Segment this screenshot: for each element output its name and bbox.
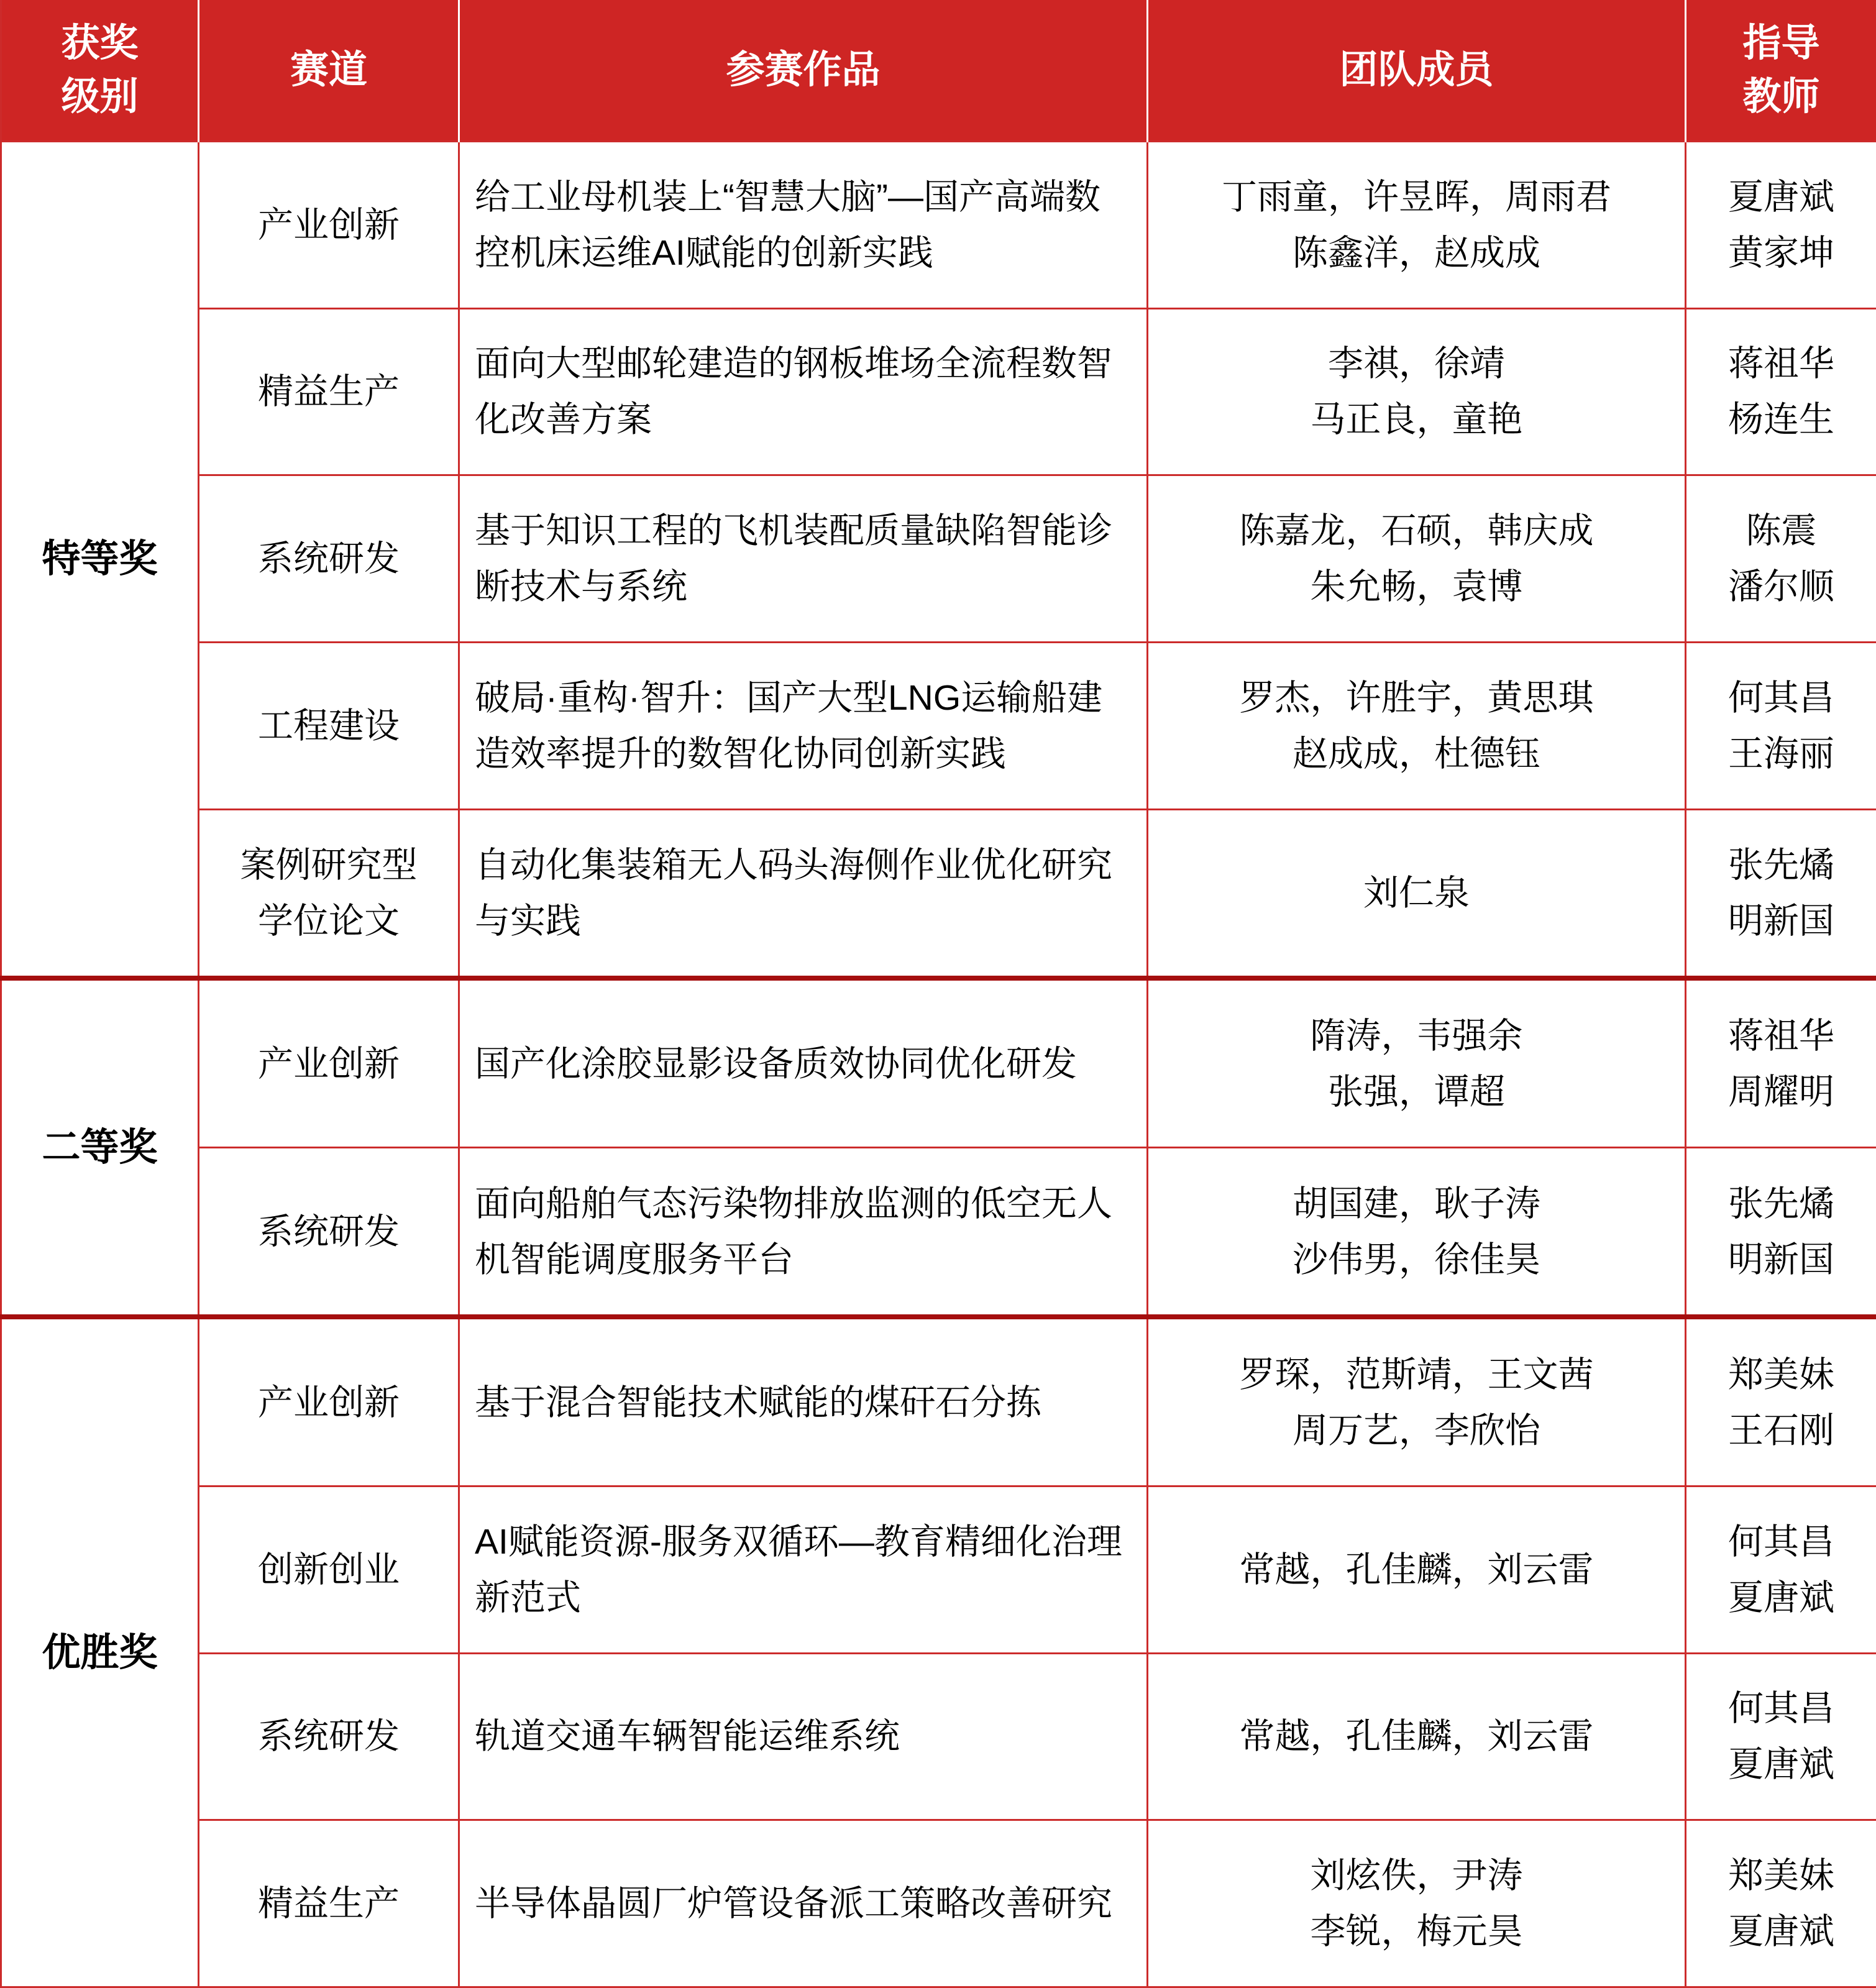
track-cell-line: 产业创新 bbox=[258, 1382, 400, 1422]
entry-work-cell: 面向船舶气态污染物排放监测的低空无人机智能调度服务平台 bbox=[459, 1148, 1148, 1317]
entry-work-cell: 国产化涂胶显影设备质效协同优化研发 bbox=[459, 978, 1148, 1147]
table-row bbox=[1, 308, 1876, 475]
column-header-line: 教师 bbox=[1742, 75, 1820, 118]
team-members-cell bbox=[1148, 1486, 1686, 1653]
table-row bbox=[1, 978, 1876, 1147]
table-row bbox=[1, 1317, 1876, 1486]
table-row bbox=[1, 642, 1876, 809]
advisors-cell-line: 郑美妹 bbox=[1728, 1856, 1834, 1896]
advisors-cell-line: 夏唐斌 bbox=[1728, 1744, 1834, 1785]
table-row bbox=[1, 1820, 1876, 1987]
team-members-cell-line: 陈嘉龙，石硕，韩庆成 bbox=[1239, 511, 1594, 551]
team-members-cell-line: 常越，孔佳麟，刘云雷 bbox=[1239, 1716, 1594, 1757]
table-row bbox=[1, 142, 1876, 309]
advisors-cell-line: 张先燏 bbox=[1728, 845, 1834, 886]
table-row bbox=[1, 1653, 1876, 1820]
team-members-cell-line: 沙伟男，徐佳昊 bbox=[1293, 1239, 1540, 1280]
track-cell-line: 产业创新 bbox=[258, 204, 400, 245]
track-cell-line: 产业创新 bbox=[258, 1043, 400, 1084]
advisors-cell bbox=[1686, 308, 1876, 475]
advisors-cell-line: 杨连生 bbox=[1728, 400, 1834, 440]
track-cell-line: 系统研发 bbox=[258, 539, 400, 579]
advisors-cell-line: 王海丽 bbox=[1728, 733, 1834, 774]
team-members-cell-line: 隋涛，韦强余 bbox=[1310, 1015, 1523, 1056]
team-members-cell-line: 周万艺，李欣怡 bbox=[1293, 1410, 1540, 1450]
table-row bbox=[1, 475, 1876, 643]
advisors-cell-line: 何其昌 bbox=[1728, 677, 1834, 718]
team-members-cell-line: 罗杰，许胜宇，黄思琪 bbox=[1239, 677, 1594, 718]
advisors-cell-line: 周耀明 bbox=[1728, 1071, 1834, 1112]
team-members-cell-line: 丁雨童，许昱晖，周雨君 bbox=[1222, 176, 1611, 217]
track-cell-line: 工程建设 bbox=[258, 705, 400, 746]
track-cell bbox=[199, 978, 459, 1147]
column-header-team-members bbox=[1148, 0, 1686, 142]
entry-work-cell: 基于混合智能技术赋能的煤矸石分拣 bbox=[459, 1317, 1148, 1486]
advisors-cell-line: 蒋祖华 bbox=[1728, 1015, 1834, 1056]
team-members-cell-line: 朱允畅，袁博 bbox=[1310, 567, 1523, 607]
track-cell-line: 系统研发 bbox=[258, 1716, 400, 1757]
track-cell bbox=[199, 475, 459, 643]
advisors-cell bbox=[1686, 978, 1876, 1147]
entry-work-cell: 自动化集装箱无人码头海侧作业优化研究与实践 bbox=[459, 809, 1148, 978]
column-header-line: 获奖 bbox=[61, 22, 139, 65]
team-members-cell-line: 李祺，徐靖 bbox=[1328, 344, 1505, 384]
team-members-cell bbox=[1148, 1148, 1686, 1317]
track-cell bbox=[199, 1820, 459, 1987]
team-members-cell bbox=[1148, 1317, 1686, 1486]
advisors-cell-line: 黄家坤 bbox=[1728, 232, 1834, 273]
advisors-cell bbox=[1686, 642, 1876, 809]
track-cell bbox=[199, 308, 459, 475]
advisors-cell-line: 何其昌 bbox=[1728, 1688, 1834, 1729]
track-cell-line: 精益生产 bbox=[258, 372, 400, 412]
column-header-award-level bbox=[1, 0, 199, 142]
team-members-cell bbox=[1148, 642, 1686, 809]
advisors-cell bbox=[1686, 1148, 1876, 1317]
team-members-cell-line: 刘仁泉 bbox=[1363, 873, 1470, 914]
advisors-cell bbox=[1686, 1820, 1876, 1987]
advisors-cell-line: 陈震 bbox=[1746, 511, 1817, 551]
column-header-entry-work bbox=[459, 0, 1148, 142]
advisors-cell-line: 潘尔顺 bbox=[1728, 567, 1834, 607]
award-level-cell: 二等奖 bbox=[1, 978, 199, 1317]
advisors-cell-line: 明新国 bbox=[1728, 1239, 1834, 1280]
column-header-line: 级别 bbox=[61, 75, 139, 118]
team-members-cell-line: 陈鑫洋，赵成成 bbox=[1293, 232, 1540, 273]
advisors-cell bbox=[1686, 142, 1876, 309]
advisors-cell-line: 张先燏 bbox=[1728, 1183, 1834, 1224]
advisors-cell bbox=[1686, 1317, 1876, 1486]
track-cell-line: 系统研发 bbox=[258, 1211, 400, 1252]
track-cell bbox=[199, 809, 459, 978]
table-row bbox=[1, 809, 1876, 978]
team-members-cell bbox=[1148, 1820, 1686, 1987]
team-members-cell-line: 刘炫佚，尹涛 bbox=[1310, 1856, 1523, 1896]
advisors-cell bbox=[1686, 809, 1876, 978]
advisors-cell bbox=[1686, 475, 1876, 643]
team-members-cell bbox=[1148, 475, 1686, 643]
track-cell bbox=[199, 642, 459, 809]
table-body bbox=[1, 142, 1876, 1987]
track-cell bbox=[199, 1148, 459, 1317]
track-cell-line: 学位论文 bbox=[258, 901, 400, 941]
team-members-cell-line: 胡国建，耿子涛 bbox=[1293, 1183, 1540, 1224]
track-cell-line: 案例研究型 bbox=[240, 845, 418, 886]
track-cell bbox=[199, 1653, 459, 1820]
track-cell-line: 创新创业 bbox=[258, 1549, 400, 1590]
column-header-line: 参赛作品 bbox=[726, 48, 881, 91]
team-members-cell-line: 赵成成，杜德钰 bbox=[1293, 733, 1540, 774]
entry-work-cell: AI赋能资源-服务双循环—教育精细化治理新范式 bbox=[459, 1486, 1148, 1653]
column-header-line: 指导 bbox=[1742, 22, 1820, 65]
advisors-cell-line: 明新国 bbox=[1728, 901, 1834, 941]
team-members-cell bbox=[1148, 142, 1686, 309]
entry-work-cell: 轨道交通车辆智能运维系统 bbox=[459, 1653, 1148, 1820]
advisors-cell-line: 何其昌 bbox=[1728, 1521, 1834, 1562]
column-header-track bbox=[199, 0, 459, 142]
team-members-cell bbox=[1148, 1653, 1686, 1820]
table-row bbox=[1, 1486, 1876, 1653]
team-members-cell bbox=[1148, 978, 1686, 1147]
award-level-cell: 特等奖 bbox=[1, 142, 199, 979]
track-cell bbox=[199, 1486, 459, 1653]
advisors-cell bbox=[1686, 1486, 1876, 1653]
entry-work-cell: 半导体晶圆厂炉管设备派工策略改善研究 bbox=[459, 1820, 1148, 1987]
team-members-cell-line: 李锐，梅元昊 bbox=[1310, 1912, 1523, 1952]
column-header-advisors bbox=[1686, 0, 1876, 142]
entry-work-cell: 基于知识工程的飞机装配质量缺陷智能诊断技术与系统 bbox=[459, 475, 1148, 643]
advisors-cell-line: 王石刚 bbox=[1728, 1410, 1834, 1450]
team-members-cell-line: 罗琛，范斯靖，王文茜 bbox=[1239, 1354, 1594, 1395]
track-cell-line: 精益生产 bbox=[258, 1884, 400, 1924]
advisors-cell-line: 蒋祖华 bbox=[1728, 344, 1834, 384]
table-row bbox=[1, 1148, 1876, 1317]
team-members-cell bbox=[1148, 809, 1686, 978]
entry-work-cell: 给工业母机装上“智慧大脑”—国产高端数控机床运维AI赋能的创新实践 bbox=[459, 142, 1148, 309]
entry-work-cell: 面向大型邮轮建造的钢板堆场全流程数智化改善方案 bbox=[459, 308, 1148, 475]
award-level-cell: 优胜奖 bbox=[1, 1317, 199, 1987]
advisors-cell bbox=[1686, 1653, 1876, 1820]
track-cell bbox=[199, 1317, 459, 1486]
header-row bbox=[1, 0, 1876, 142]
entry-work-cell: 破局·重构·智升：国产大型LNG运输船建造效率提升的数智化协同创新实践 bbox=[459, 642, 1148, 809]
column-header-line: 赛道 bbox=[290, 48, 367, 91]
advisors-cell-line: 夏唐斌 bbox=[1728, 176, 1834, 217]
team-members-cell-line: 马正良，童艳 bbox=[1310, 400, 1523, 440]
team-members-cell-line: 张强，谭超 bbox=[1328, 1071, 1505, 1112]
advisors-cell-line: 夏唐斌 bbox=[1728, 1912, 1834, 1952]
table-header bbox=[1, 0, 1876, 142]
track-cell bbox=[199, 142, 459, 309]
team-members-cell-line: 常越，孔佳麟，刘云雷 bbox=[1239, 1549, 1594, 1590]
column-header-line: 团队成员 bbox=[1339, 48, 1494, 91]
advisors-cell-line: 郑美妹 bbox=[1728, 1354, 1834, 1395]
team-members-cell bbox=[1148, 308, 1686, 475]
advisors-cell-line: 夏唐斌 bbox=[1728, 1577, 1834, 1618]
